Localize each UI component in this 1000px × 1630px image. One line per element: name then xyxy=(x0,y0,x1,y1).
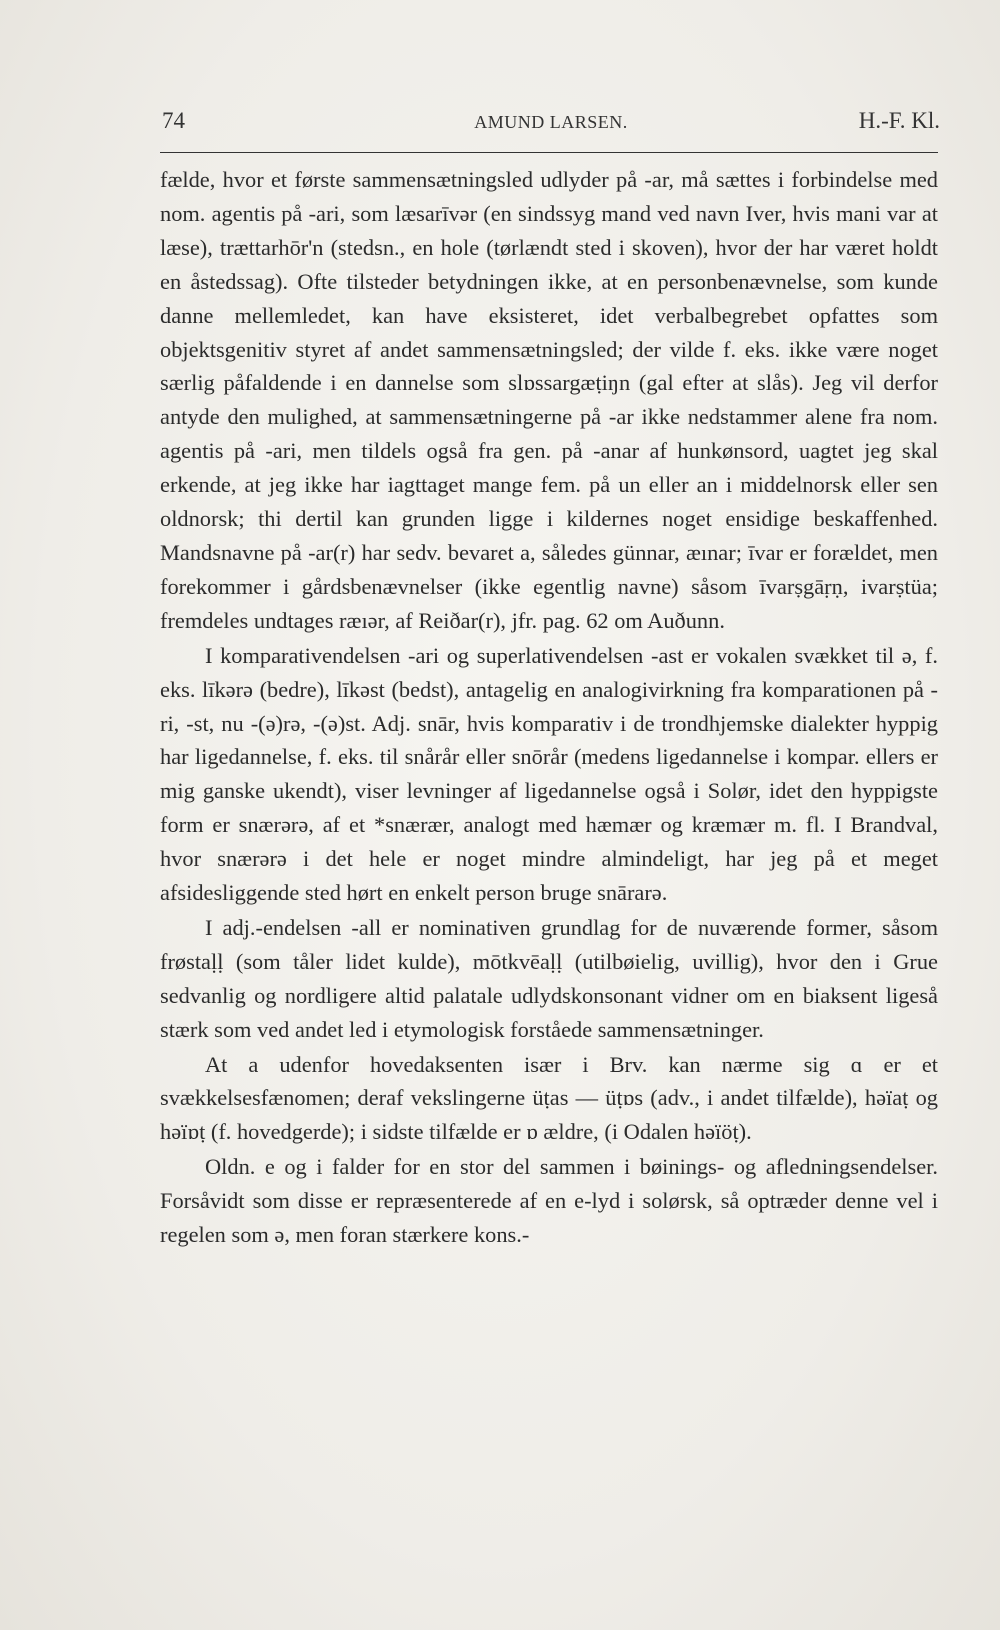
running-head-section: H.-F. Kl. xyxy=(858,108,940,133)
page-number: 74 xyxy=(162,108,185,133)
paragraph-adj-endelsen: I adj.-endelsen -all er nominativen grundlag for de nuværende former, såsom frøstaḷḷ (som tåler lidet kulde), mōtkvēaḷḷ (utilbøielig, uvillig), hvor den i Grue sedvanlig og nordligere altid palatale udlydskonsonant vidner om en biaksent ligeså stærk som ved andet led i etymologisk forståede sammensætninger. xyxy=(160,914,938,1042)
paragraph-komparativ: I komparativendelsen -ari og superlativendelsen -ast er vokalen svækket til ə, f. eks. līkərə (bedre), līkəst (bedst), antagelig en analogivirkning fra komparationen på -ri, -st, nu -(ə)rə, -(ə)st. Adj. snār, hvis komparativ i de trondhjemske dialekter hyppig har ligedannelse, f. eks. til snårår eller snōrår (medens ligedannelse i kompar. ellers er mig ganske ukendt), viser levninger af ligedannelse også i Solør, idet den hyppigste form er snærərə, af et *snærær, analogt med hæmær og kræmær m. fl. I Brandval, hvor snærərə i det hele er noget mindre almindeligt, har jeg på et meget afsidesliggende sted hørt en enkelt person bruge snārarə. xyxy=(160,642,938,906)
paragraph-hovedaksenten: At a udenfor hovedaksenten især i Brv. kan nærme sig ɑ er et svækkelsesfænomen; deraf vekslingerne üṭas — üṭɒs (adv., i andet tilfælde), həïaṭ og həïɒṭ (f. hovedgerde); i sidste tilfælde er ɒ ældre, (i Odalen həïöṭ). xyxy=(160,1051,938,1145)
running-head-author: AMUND LARSEN. xyxy=(474,112,628,132)
paragraph-continued: fælde, hvor et første sammensætningsled udlyder på -ar, må sættes i forbindelse med nom. agentis på -ari, som læsarīvər (en sindssyg mand ved navn Iver, hvis mani var at læse), trættarhōr'n (stedsn., en hole (tørlændt sted i skoven), hvor der har været holdt en åstedssag). Ofte tilsteder betydningen ikke, at en personbenævnelse, som kunde danne mellemledet, kan have eksisteret, idet verbalbegrebet opfattes som objektsgenitiv styret af andet sammensætningsled; der vilde f. eks. ikke være noget særlig påfaldende i en dannelse som slɒssargæṭiŋn (gal efter at slås). Jeg vil derfor antyde den mulighed, at sammensætningerne på -ar ikke nedstammer alene fra nom. agentis på -ari, men tildels også fra gen. på -anar af hunkønsord, uagtet jeg skal erkende, at jeg ikke har iagttaget mange fem. på un eller an i middelnorsk eller sen oldnorsk; thi dertil kan grunden ligge i kildernes noget ensidige beskaffenhed. Mandsnavne på -ar(r) har sedv. bevaret a, således günnar, æınar; īvar er forældet, men forekommer i gårdsbenævnelser (ikke egentlig navne) såsom īvarṣgāṛṇ, ivarṣtüa; fremdeles undtages ræıər, af Reiðar(r), jfr. pag. 62 om Auðunn. xyxy=(160,167,938,633)
header-rule xyxy=(160,152,938,153)
paragraph-oldn-e-og-i: Oldn. e og i falder for en stor del sammen i bøinings- og afledningsendelser. Forsåvidt som disse er repræsenterede af en e-lyd i solørsk, så optræder denne vel i regelen som ə, men foran stærkere kons.- xyxy=(160,1154,938,1248)
body-text xyxy=(160,163,938,1252)
running-head xyxy=(162,108,940,146)
